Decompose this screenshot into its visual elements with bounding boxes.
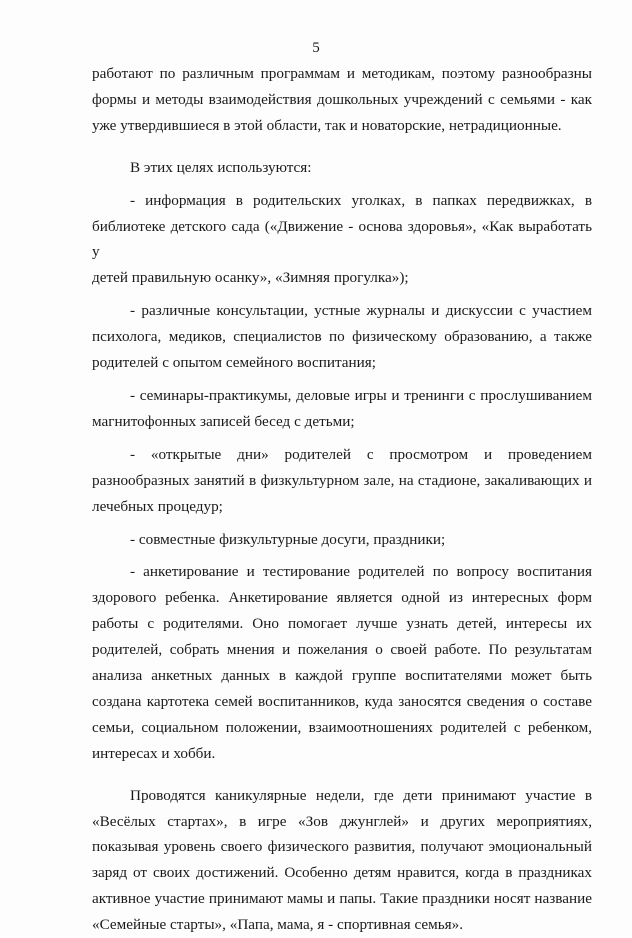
text-line: интересах и хобби.: [92, 744, 216, 762]
paragraph-holiday-weeks: [92, 783, 592, 938]
text-line: психолога, медиков, специалистов по физическому образованию, а также: [92, 328, 592, 346]
text-line: работы с родителями. Оно помогает лучше узнать детей, интересы их: [92, 615, 592, 633]
list-item-open-days: [92, 442, 592, 520]
text-line: магнитофонных записей бесед с детьми;: [92, 412, 355, 430]
text-line: лечебных процедур;: [92, 497, 223, 515]
text-line: уже утвердившиеся в этой области, так и новаторские, нетрадиционные.: [92, 116, 562, 134]
text-line: здорового ребенка. Анкетирование является одной из интересных форм: [92, 589, 592, 607]
paragraph-intro: [92, 61, 592, 139]
list-item-leisure: [92, 527, 592, 553]
paragraph-purpose: [92, 155, 592, 181]
text-line: работают по различным программам и методикам, поэтому разнообразны: [92, 65, 592, 82]
list-item-seminars: [92, 383, 592, 435]
text-line: - информация в родительских уголках, в папках передвижках, в: [130, 191, 592, 209]
text-line: семьи, социальном положении, взаимоотношениях родителей с ребенком,: [92, 718, 592, 736]
list-item-information: [92, 188, 592, 292]
text-line: разнообразных занятий в физкультурном зале, на стадионе, закаливающих и: [92, 471, 592, 489]
text-line: - совместные физкультурные досуги, праздники;: [130, 530, 446, 548]
page-number: 5: [312, 40, 320, 56]
text-line: заряд от своих достижений. Особенно детям нравится, когда в праздниках: [92, 864, 592, 882]
page-text: [92, 61, 592, 938]
text-line: показывая уровень своего физического развития, получают эмоциональный: [92, 838, 592, 856]
text-line: родителей с опытом семейного воспитания;: [92, 354, 377, 372]
list-item-consultations: [92, 298, 592, 376]
text-line: Проводятся каникулярные недели, где дети принимают участие в: [130, 786, 592, 804]
text-line: формы и методы взаимодействия дошкольных учреждений с семьями - как: [92, 90, 592, 108]
text-line: - семинары-практикумы, деловые игры и тренинги с прослушиванием: [130, 386, 592, 404]
list-item-surveys: [92, 559, 592, 766]
text-line: - анкетирование и тестирование родителей по вопросу воспитания: [130, 563, 592, 581]
text-line: - различные консультации, устные журналы и дискуссии с участием: [130, 302, 592, 320]
text-line: «Семейные старты», «Папа, мама, я - спортивная семья».: [92, 916, 464, 934]
text-line: В этих целях используются:: [130, 158, 312, 176]
text-line: родителей, собрать мнения и пожелания о своей работе. По результатам: [92, 641, 592, 659]
text-line: анализа анкетных данных в каждой группе воспитателями может быть: [92, 667, 592, 685]
text-line: - «открытые дни» родителей с просмотром и проведением: [130, 445, 592, 463]
text-line: детей правильную осанку», «Зимняя прогулка»);: [92, 269, 409, 287]
text-line: создана картотека семей воспитанников, куда заносятся сведения о составе: [92, 692, 592, 710]
text-line: активное участие принимают мамы и папы. Такие праздники носят название: [92, 890, 592, 908]
text-line: библиотеке детского сада («Движение - основа здоровья», «Как выработать у: [92, 217, 592, 261]
text-line: «Весёлых стартах», в игре «Зов джунглей» и других мероприятиях,: [92, 812, 592, 830]
